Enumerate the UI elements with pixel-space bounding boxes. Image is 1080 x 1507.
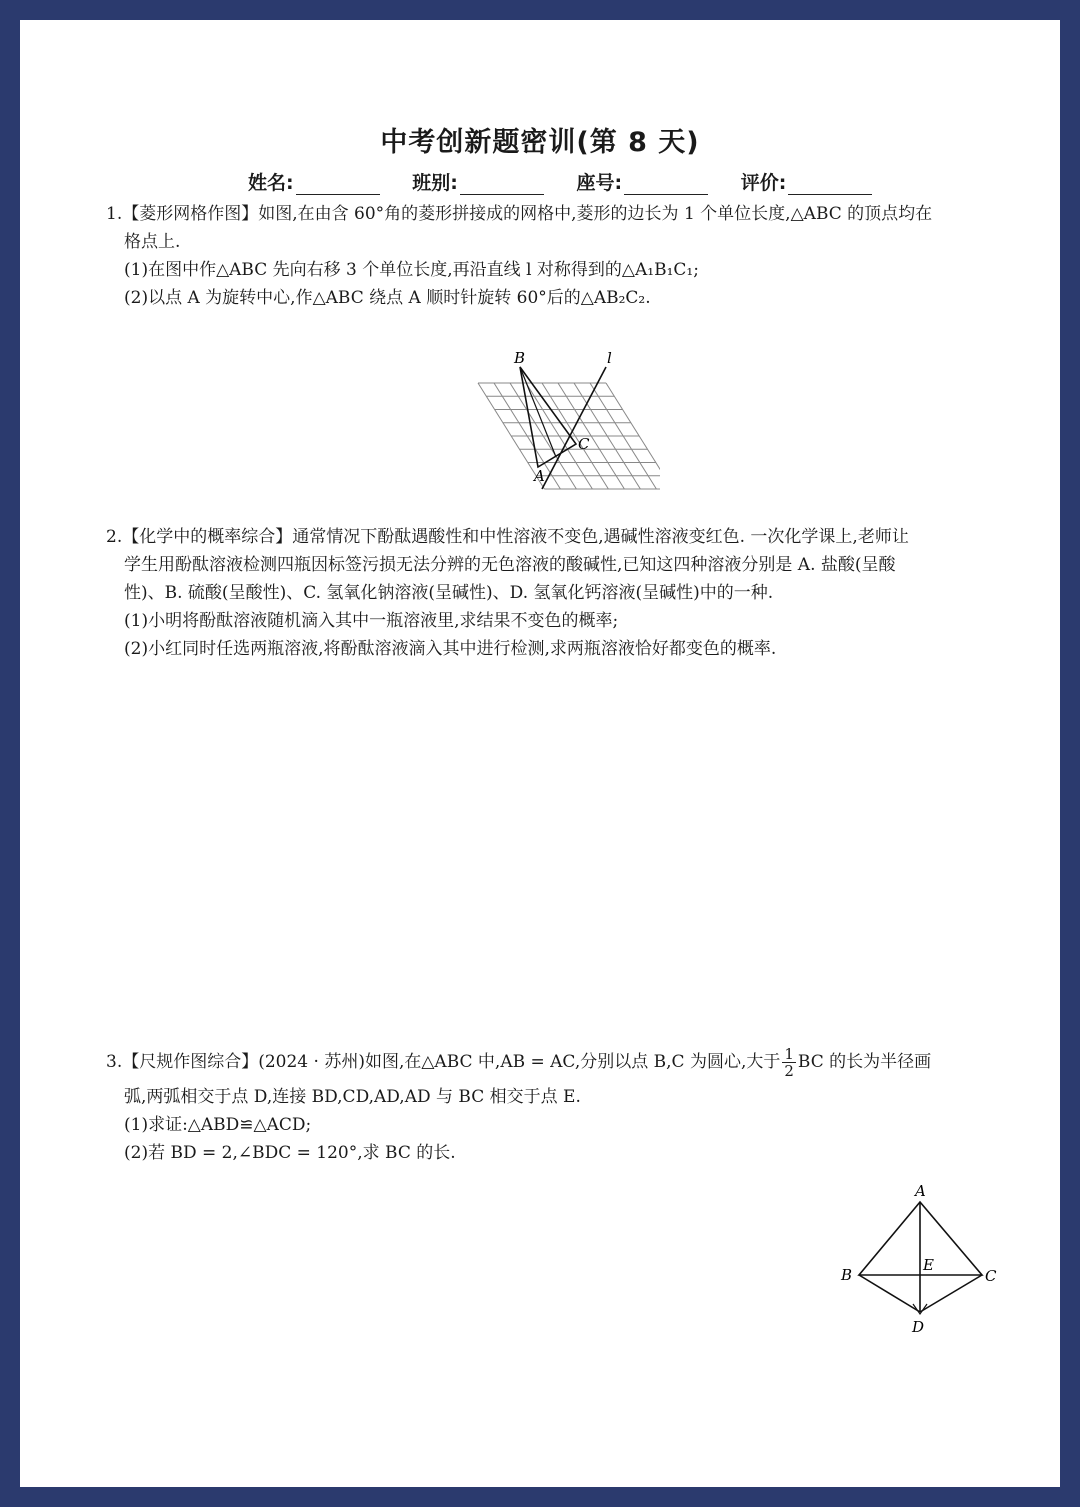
q3-stem-line2: 弧,两弧相交于点 D,连接 BD,CD,AD,AD 与 BC 相交于点 E. <box>124 1087 581 1107</box>
label-c: C <box>578 435 590 453</box>
median-line <box>520 367 556 457</box>
label-l: l <box>607 349 612 367</box>
q2-part2: (2)小红同时任选两瓶溶液,将酚酞溶液滴入其中进行检测,求两瓶溶液恰好都变色的概率. <box>124 639 777 659</box>
label-a3: A <box>915 1182 926 1200</box>
q3-part2: (2)若 BD = 2,∠BDC = 120°,求 BC 的长. <box>124 1143 456 1163</box>
student-info-row <box>248 168 898 195</box>
q3-part1: (1)求证:△ABD≌△ACD; <box>124 1115 312 1135</box>
fraction-denominator: 2 <box>784 1062 794 1080</box>
class-blank <box>460 174 544 195</box>
seat-blank <box>624 174 708 195</box>
q1-part1: (1)在图中作△ABC 先向右移 3 个单位长度,再沿直线 l 对称得到的△A₁B₁C₁; <box>124 260 699 280</box>
name-field <box>248 168 380 195</box>
one-half-fraction <box>782 1046 796 1079</box>
seat-label: 座号: <box>576 172 623 194</box>
question-3 <box>106 1046 1010 1167</box>
seat-field <box>576 168 708 195</box>
segment-bd <box>859 1275 920 1312</box>
label-b: B <box>514 349 526 367</box>
rhombus-grid-figure <box>450 345 660 495</box>
class-field <box>412 168 544 195</box>
worksheet-page <box>20 20 1060 1487</box>
name-blank <box>296 174 380 195</box>
label-e3: E <box>923 1256 934 1274</box>
class-label: 班别: <box>412 172 458 194</box>
q3-stem-pre: 3.【尺规作图综合】(2024 · 苏州)如图,在△ABC 中,AB = AC,分别以点 B,C 为圆心,大于 <box>106 1052 781 1072</box>
question-2 <box>106 523 1010 663</box>
label-c3: C <box>985 1267 997 1285</box>
label-a: A <box>534 467 545 485</box>
q2-stem-line1: 2.【化学中的概率综合】通常情况下酚酞遇酸性和中性溶液不变色,遇碱性溶液变红色. 一次化学课上,老师让 <box>106 527 909 547</box>
q2-stem-line3: 性)、B. 硫酸(呈酸性)、C. 氢氧化钠溶液(呈碱性)、D. 氢氧化钙溶液(呈碱性)中的一种. <box>124 583 774 603</box>
grade-field <box>741 168 873 195</box>
grade-blank <box>788 174 872 195</box>
label-d3: D <box>912 1318 925 1336</box>
q3-stem-line1 <box>106 1046 1010 1079</box>
segment-cd <box>920 1275 982 1312</box>
kite-figure <box>835 1180 1015 1340</box>
q2-part1: (1)小明将酚酞溶液随机滴入其中一瓶溶液里,求结果不变色的概率; <box>124 611 619 631</box>
q1-stem-line2: 格点上. <box>124 232 181 252</box>
name-label: 姓名: <box>248 172 294 194</box>
q2-stem-line2: 学生用酚酞溶液检测四瓶因标签污损无法分辨的无色溶液的酸碱性,已知这四种溶液分别是 A. 盐酸(呈酸 <box>124 555 896 575</box>
question-1 <box>106 200 1010 312</box>
page-title: 中考创新题密训(第 8 天) <box>380 127 700 158</box>
triangle-abc <box>520 367 576 467</box>
q3-stem-post: BC 的长为半径画 <box>797 1052 932 1072</box>
label-b3: B <box>841 1266 853 1284</box>
fraction-numerator: 1 <box>784 1045 794 1063</box>
q1-stem-line1: 1.【菱形网格作图】如图,在由含 60°角的菱形拼接成的网格中,菱形的边长为 1 个单位长度,△ABC 的顶点均在 <box>106 204 933 224</box>
q1-part2: (2)以点 A 为旋转中心,作△ABC 绕点 A 顺时针旋转 60°后的△AB₂C₂. <box>124 288 651 308</box>
grade-label: 评价: <box>740 172 787 194</box>
